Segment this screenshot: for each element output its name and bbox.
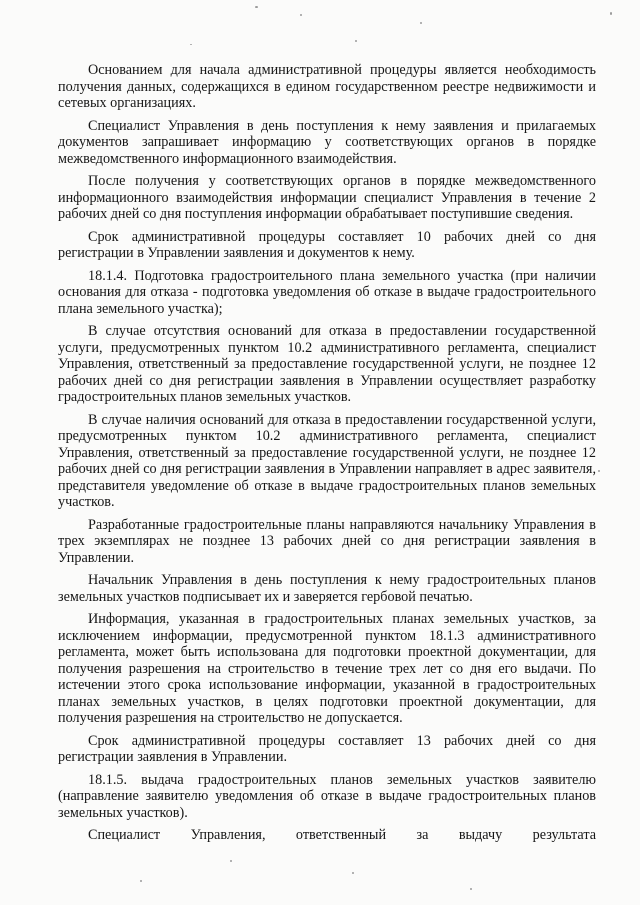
scan-speck xyxy=(255,6,258,8)
scan-speck xyxy=(300,14,302,16)
scan-speck xyxy=(230,860,232,862)
paragraph-information-use: Информация, указанная в градостроительных планах земельных участков, за исключением информации, предусмотренной пунктом 18.1.3 административного регламента, может быть использована для подготовки проектной документации, для получения разрешения на строительство в течение трех лет со дня его выдачи. По истечении этого срока использование информации, указанной в градостроительных планах земельных участков, в целях подготовки проектной документации, для получения разрешения на строительство не допускается. xyxy=(58,611,596,726)
paragraph-term-13-days: Срок административной процедуры составляет 13 рабочих дней со дня регистрации заявления в Управлении. xyxy=(58,732,596,765)
scan-speck xyxy=(420,22,422,24)
scan-speck xyxy=(140,880,142,882)
paragraph-refusal-grounds: В случае наличия оснований для отказа в предоставлении государственной услуги, предусмотренных пунктом 10.2 административного регламента, специалист Управления, ответственный за предоставление государственной услуги, не позднее 12 рабочих дней со дня регистрации заявления в Управлении направляет в адрес заявителя, представителя уведомление об отказе в выдаче градостроительных планов земельных участков. xyxy=(58,411,596,510)
scan-speck xyxy=(598,470,600,472)
scan-speck xyxy=(355,40,357,42)
document-page xyxy=(58,62,596,850)
paragraph-no-refusal-grounds: В случае отсутствия оснований для отказа в предоставлении государственной услуги, предусмотренных пунктом 10.2 административного регламента, специалист Управления, ответственный за предоставление государственной услуги, не позднее 12 рабочих дней со дня регистрации заявления в Управлении осуществляет разработку градостроительных планов земельных участков. xyxy=(58,323,596,405)
paragraph-section-18-1-4: 18.1.4. Подготовка градостроительного плана земельного участка (при наличии основания для отказа - подготовка уведомления об отказе в выдаче градостроительного плана земельного участка); xyxy=(58,267,596,317)
paragraph-section-18-1-5: 18.1.5. выдача градостроительных планов земельных участков заявителю (направление заявителю уведомления об отказе в выдаче градостроительных планов земельных участков). xyxy=(58,771,596,821)
paragraph-term-10-days: Срок административной процедуры составляет 10 рабочих дней со дня регистрации в Управлении заявления и документов к нему. xyxy=(58,228,596,261)
scan-speck xyxy=(470,888,472,890)
paragraph-processing: После получения у соответствующих органов в порядке межведомственного информационного взаимодействия информации специалист Управления в течение 2 рабочих дней со дня поступления информации обрабатывает поступившие сведения. xyxy=(58,173,596,222)
paragraph-specialist-continued: Специалист Управления, ответственный за выдачу результата xyxy=(88,827,596,843)
scan-speck xyxy=(190,44,192,45)
scan-speck xyxy=(352,872,354,874)
scan-speck xyxy=(610,12,612,15)
paragraph-head-signs: Начальник Управления в день поступления к нему градостроительных планов земельных участков подписывает их и заверяется гербовой печатью. xyxy=(58,572,596,605)
paragraph-request-info: Специалист Управления в день поступления к нему заявления и прилагаемых документов запрашивает информацию у соответствующих органов в порядке межведомственного информационного взаимодействия. xyxy=(58,117,596,167)
paragraph-grounds: Основанием для начала административной процедуры является необходимость получения данных, содержащихся в едином государственном реестре недвижимости и сетевых организациях. xyxy=(58,62,596,111)
paragraph-plans-sent: Разработанные градостроительные планы направляются начальнику Управления в трех экземплярах не позднее 13 рабочих дней со дня регистрации заявления в Управлении. xyxy=(58,516,596,566)
